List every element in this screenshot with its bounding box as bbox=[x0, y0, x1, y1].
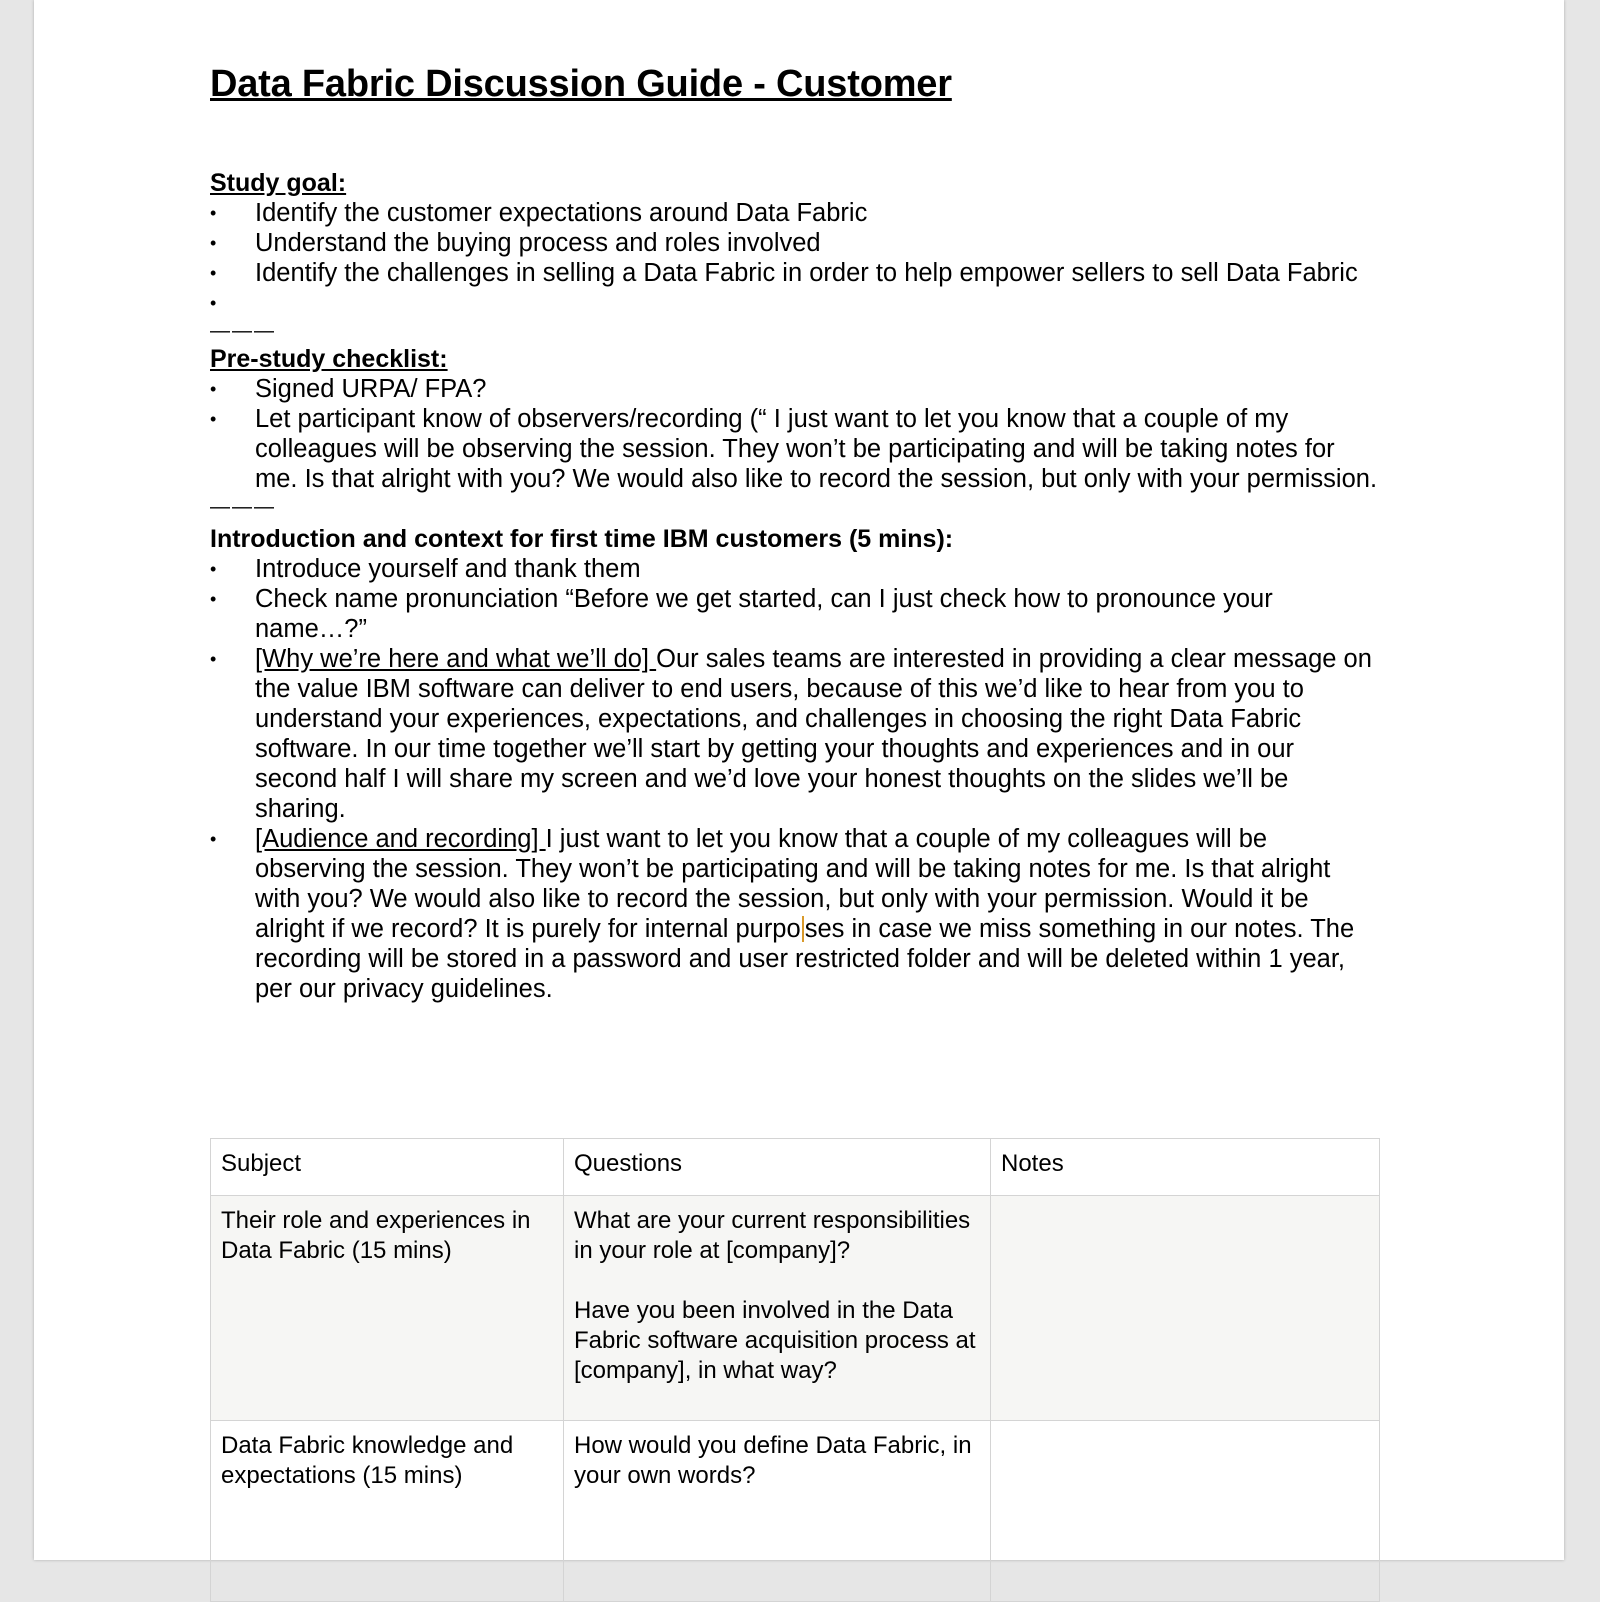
table-cell-notes[interactable] bbox=[991, 1421, 1380, 1602]
table-header-row bbox=[211, 1139, 1380, 1196]
discussion-table bbox=[210, 1138, 1380, 1602]
list-item[interactable]: • [Audience and recording] I just want to let you know that a couple of my colleagues will be observing the session. They won’t be participating and will be taking notes for me. Is that alright with you? We would also like to record the session, but only with your permission. Would it be alright if we record? It is purely for internal purpo ses in case we miss something in our notes. The recording will be stored in a password and user restricted folder and will be deleted within 1 year, per our privacy guidelines. bbox=[210, 825, 1355, 1003]
bullet-icon: • bbox=[210, 589, 217, 609]
list-item[interactable] bbox=[210, 288, 1380, 318]
table-cell-notes[interactable] bbox=[991, 1196, 1380, 1421]
list-item[interactable]: • [Why we’re here and what we’ll do] Our sales teams are interested in providing a clear message on the value IBM software can deliver to end users, because of this we’d like to hear from you to understand your experiences, expectations, and challenges in choosing the right Data Fabric software. In our time together we’ll start by getting your thoughts and experiences and in our second half I will share my screen and we’d love your honest thoughts on the slides we’ll be sharing. bbox=[210, 645, 1372, 823]
bullet-icon: • bbox=[210, 293, 217, 313]
text-cursor bbox=[802, 916, 804, 942]
study-goal-list bbox=[210, 198, 1380, 318]
bullet-icon: • bbox=[210, 203, 217, 223]
list-item[interactable]: • Signed URPA/ FPA? bbox=[210, 375, 487, 403]
table-cell-questions[interactable] bbox=[564, 1196, 991, 1421]
list-item[interactable]: • Introduce yourself and thank them bbox=[210, 555, 641, 583]
bullet-icon: • bbox=[210, 559, 217, 579]
list-item[interactable]: • Identify the customer expectations around Data Fabric bbox=[210, 199, 868, 227]
table-cell-questions[interactable] bbox=[564, 1421, 991, 1602]
document-title[interactable]: Data Fabric Discussion Guide - Customer bbox=[210, 63, 952, 105]
document-page[interactable] bbox=[34, 0, 1564, 1560]
question-text: How would you define Data Fabric, in your own words? bbox=[574, 1432, 972, 1489]
list-item[interactable]: • Check name pronunciation “Before we get started, can I just check how to pronounce your name…?” bbox=[210, 585, 1273, 643]
table-cell-subject[interactable]: Their role and experiences in Data Fabric (15 mins) bbox=[211, 1196, 564, 1421]
bullet-icon: • bbox=[210, 649, 217, 669]
list-item[interactable]: • Let participant know of observers/recording (“ I just want to let you know that a couple of my colleagues will be observing the session. They won’t be participating and will be taking notes for me. Is that alright with you? We would also like to record the session, but only with your permission. bbox=[210, 405, 1378, 493]
pre-study-heading[interactable]: Pre-study checklist: bbox=[210, 345, 448, 373]
study-goal-heading[interactable]: Study goal: bbox=[210, 169, 347, 197]
introduction-list bbox=[210, 554, 1380, 1004]
section-separator: ——— bbox=[210, 320, 276, 342]
list-item[interactable]: • Understand the buying process and roles involved bbox=[210, 229, 821, 257]
table-cell-subject[interactable]: Data Fabric knowledge and expectations (15 mins) bbox=[211, 1421, 564, 1602]
pre-study-list bbox=[210, 374, 1380, 494]
document-body[interactable] bbox=[210, 54, 1380, 1489]
table-header-notes[interactable]: Notes bbox=[991, 1139, 1380, 1196]
table-row bbox=[211, 1421, 1380, 1602]
bullet-icon: • bbox=[210, 409, 217, 429]
inline-label: [Audience and recording] bbox=[255, 825, 546, 853]
table-row bbox=[211, 1196, 1380, 1421]
question-text: What are your current responsibilities in your role at [company]? bbox=[574, 1207, 971, 1264]
bullet-icon: • bbox=[210, 233, 217, 253]
inline-label: [Why we’re here and what we’ll do] bbox=[255, 645, 657, 673]
bullet-icon: • bbox=[210, 829, 217, 849]
question-text: Have you been involved in the Data Fabric software acquisition process at [company], in what way? bbox=[574, 1297, 976, 1384]
bullet-icon: • bbox=[210, 263, 217, 283]
section-separator: ——— bbox=[210, 496, 276, 518]
list-item[interactable]: • Identify the challenges in selling a Data Fabric in order to help empower sellers to sell Data Fabric bbox=[210, 259, 1358, 287]
table-header-subject[interactable]: Subject bbox=[211, 1139, 564, 1196]
bullet-icon: • bbox=[210, 379, 217, 399]
introduction-heading[interactable]: Introduction and context for first time IBM customers (5 mins): bbox=[210, 525, 954, 553]
table-header-questions[interactable]: Questions bbox=[564, 1139, 991, 1196]
